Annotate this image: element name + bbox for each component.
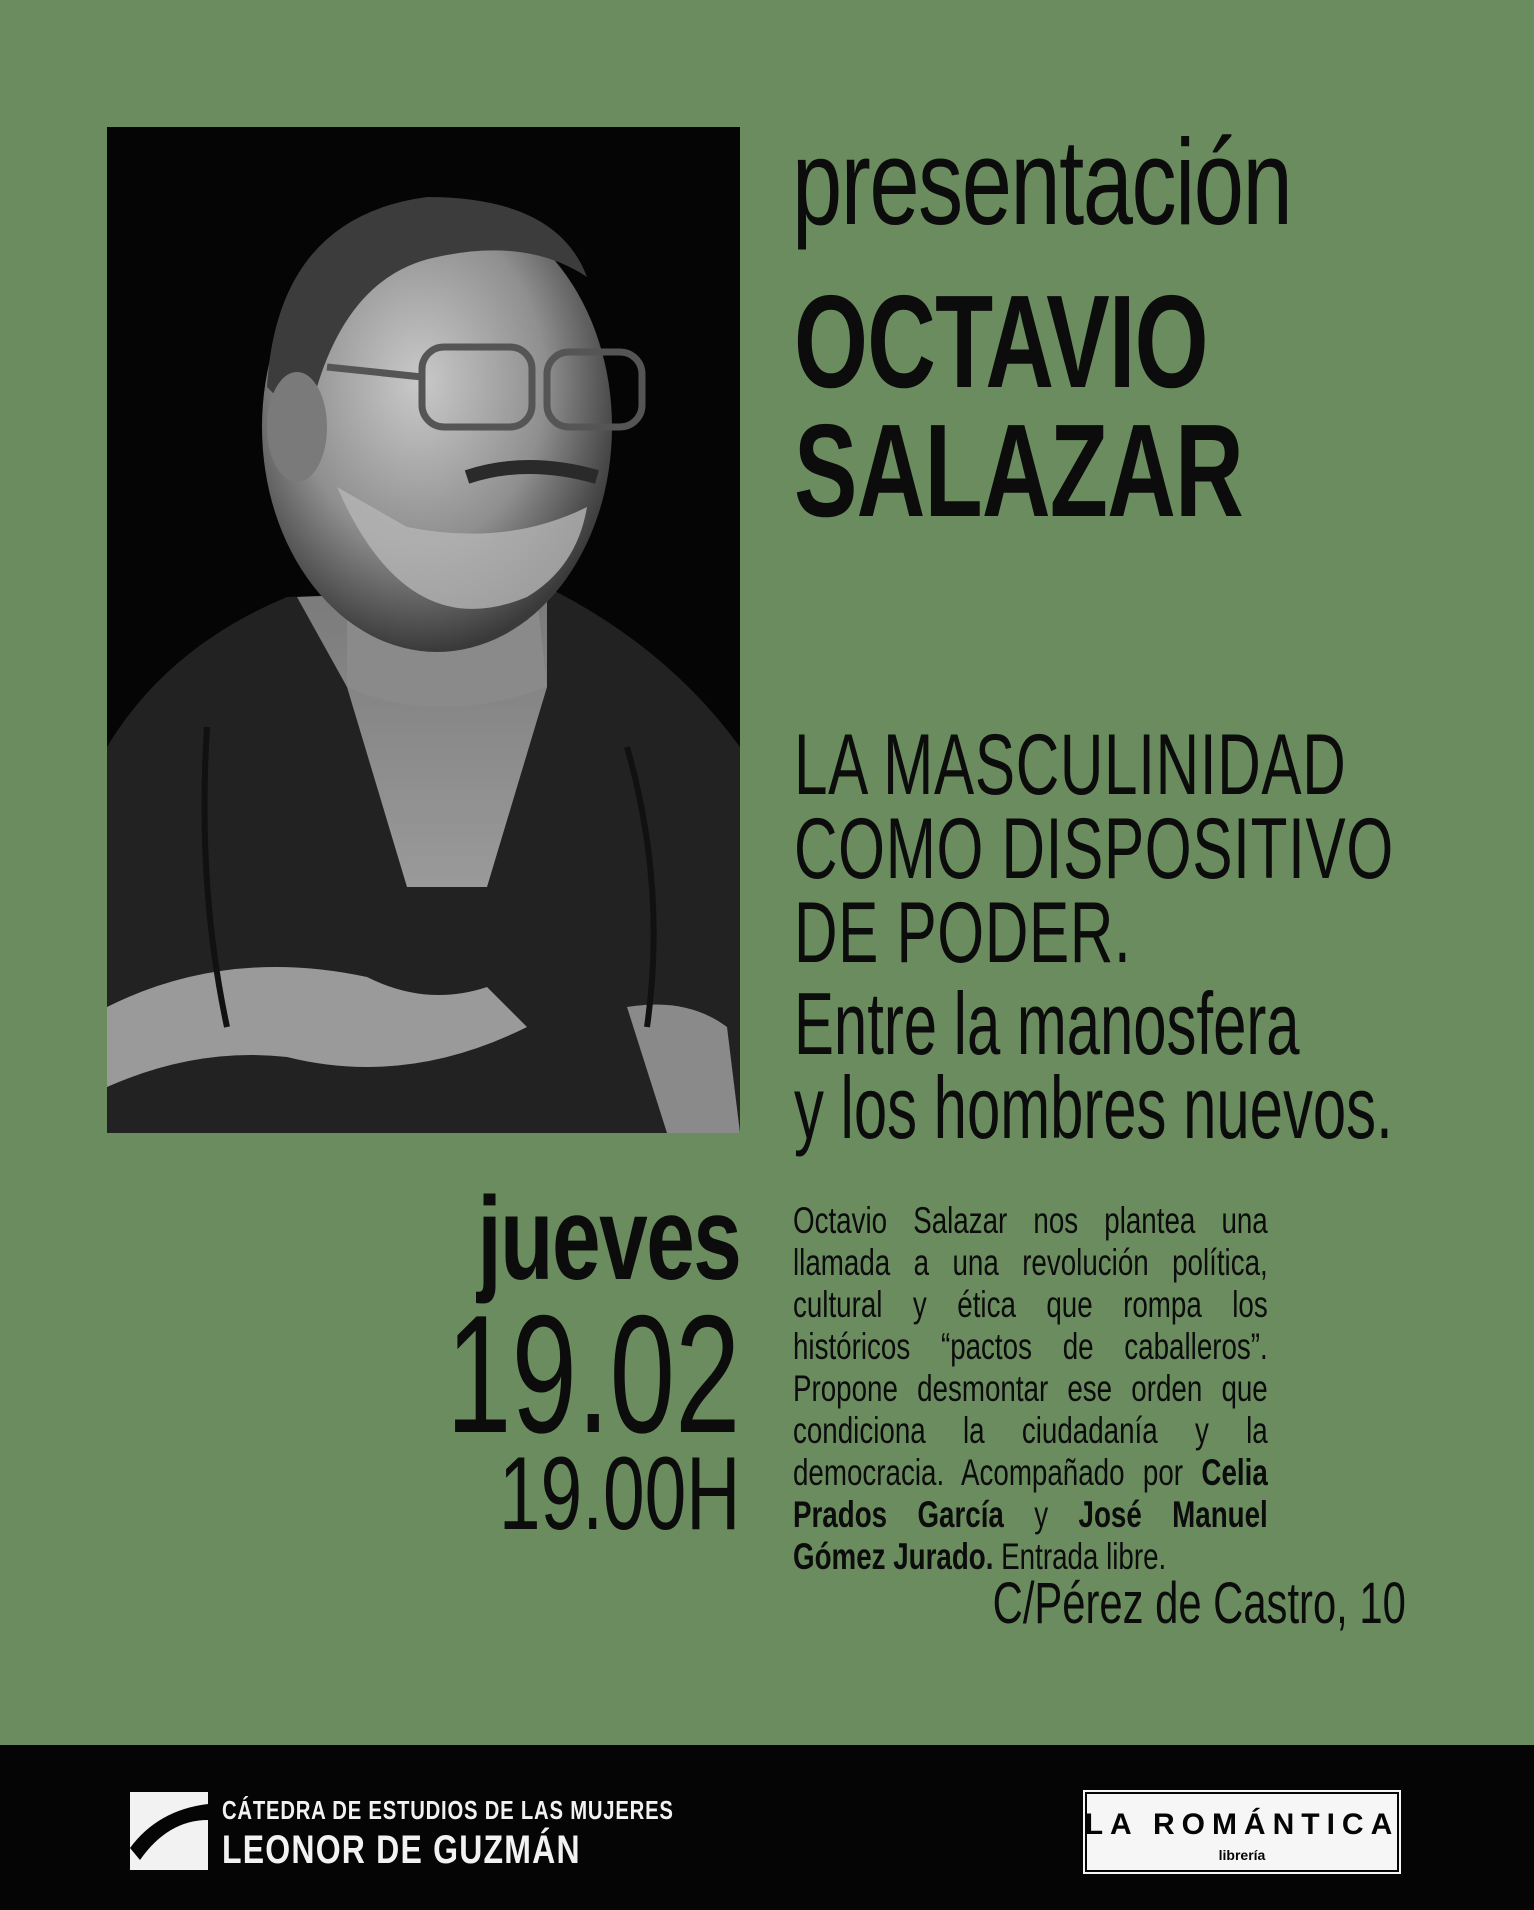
catedra-name-line-1: CÁTEDRA DE ESTUDIOS DE LAS MUJERES bbox=[222, 1795, 674, 1825]
description-conjunction: y bbox=[1003, 1494, 1079, 1535]
talk-subtitle-line-2: y los hombres nuevos. bbox=[794, 1058, 1393, 1157]
talk-title-line-3: DE PODER. bbox=[794, 885, 1132, 981]
catedra-name-line-2: LEONOR DE GUZMÁN bbox=[222, 1828, 581, 1872]
bookstore-logo bbox=[1081, 1788, 1403, 1876]
speaker-first-name: OCTAVIO bbox=[794, 268, 1208, 415]
description-outro: Entrada libre. bbox=[993, 1536, 1167, 1577]
event-kicker: presentación bbox=[792, 114, 1292, 250]
event-description bbox=[793, 1200, 1268, 1578]
footer-bar bbox=[0, 1745, 1534, 1910]
bookstore-name: LA ROMÁNTICA bbox=[1084, 1808, 1400, 1841]
speaker-last-name: SALAZAR bbox=[794, 397, 1243, 544]
description-intro: Octavio Salazar nos plantea una llamada a una revolución política, cultural y ética que rompa los históricos “pactos de caballeros”. Propone desmontar ese orden que condiciona la ciudadanía y la democracia. Acompañado por bbox=[793, 1200, 1268, 1493]
talk-subtitle-line-1: Entre la manosfera bbox=[794, 974, 1300, 1073]
catedra-logo-icon bbox=[128, 1790, 210, 1872]
event-day: jueves bbox=[477, 1173, 740, 1305]
talk-title-line-1: LA MASCULINIDAD bbox=[794, 717, 1347, 813]
talk-title-line-2: COMO DISPOSITIVO bbox=[794, 801, 1394, 897]
bookstore-subtitle: librería bbox=[1218, 1847, 1266, 1863]
event-date: 19.02 bbox=[445, 1280, 740, 1468]
speaker-portrait-photo bbox=[107, 127, 740, 1133]
event-address: C/Pérez de Castro, 10 bbox=[992, 1571, 1406, 1636]
guest-name-2: José Manuel Gómez Jurado. bbox=[793, 1494, 1268, 1577]
guest-name-1: Celia Prados García bbox=[793, 1452, 1268, 1535]
event-time: 19.00H bbox=[498, 1436, 740, 1552]
